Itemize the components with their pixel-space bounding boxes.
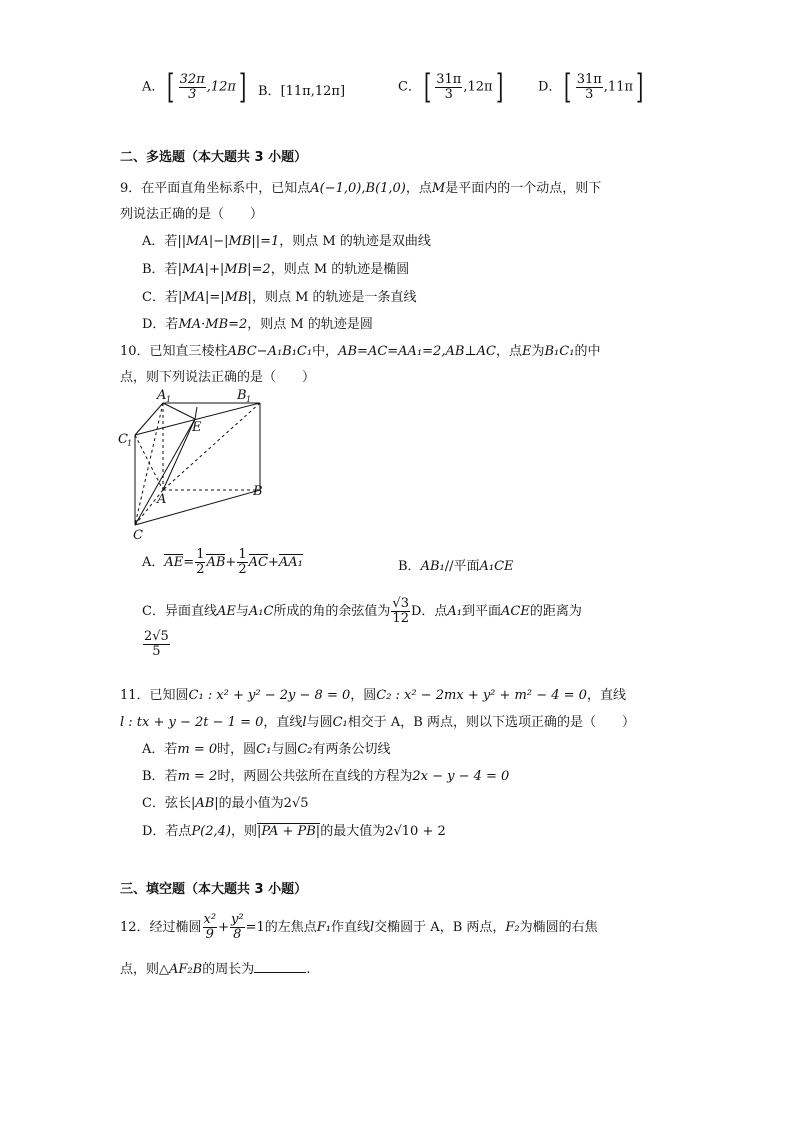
label-c1-sub: 1 [127,439,133,448]
q9-option-b: B．若|MA|+|MB|=2，则点 M 的轨迹是椭圆 [142,262,410,277]
q9-option-a: A．若||MA|−|MB||=1，则点 M 的轨迹是双曲线 [142,234,431,249]
q10-stem-line2: 点，则下列说法正确的是（ ） [120,370,316,385]
label-b: B [253,484,263,499]
q11-option-d: D．若点P(2,4)，则|PA + PB|的最大值为2√10 + 2 [142,824,446,839]
section-2-title: 二、多选题（本大题共 3 小题） [120,150,308,165]
label-e: E [192,420,202,435]
answer-blank[interactable] [254,972,306,973]
q9-stem-line1: 9．在平面直角坐标系中，已知点A(−1,0),B(1,0)，点M是平面内的一个动点，则下 [120,181,602,196]
label-a: A [157,492,167,507]
q11-stem-line2: l : tx + y − 2t − 1 = 0，直线l与圆C₁相交于 A，B 两点，则以下选项正确的是（ ） [120,715,635,730]
label-a1: A [157,388,167,403]
section-3-title: 三、填空题（本大题共 3 小题） [120,882,308,897]
q8-option-b: B．[11π,12π] [258,84,346,99]
q9-option-c: C．若|MA|=|MB|，则点 M 的轨迹是一条直线 [142,290,417,305]
label-a1-sub: 1 [166,395,172,404]
q8-option-d: D．[ $\frac{31\pi}{3}$ ,11π] [538,67,644,107]
q10-stem-line1: 10．已知直三棱柱ABC−A₁B₁C₁中，AB=AC=AA₁=2,AB⊥AC，点E为B₁C₁的中 [120,344,601,359]
prism-figure [115,385,275,545]
q12-stem-line2: 点，则△AF₂B的周长为 . [120,962,311,977]
label-c: C [133,528,143,543]
label-b1: B [237,388,247,403]
q11-option-b: B．若m = 2时，两圆公共弦所在直线的方程为2x − y − 4 = 0 [142,769,510,784]
q12-stem-line1: 12．经过椭圆 $\frac{\text{x²}}{9}$ + $\frac{\text{y²}}{8}$ =1的左焦点F₁作直线l交椭圆于 A，B 两点，F₂为椭圆的右焦 [120,912,598,942]
q10-option-c-d: C．异面直线AE与A₁C所成的角的余弦值为 $\frac{√3}{12}$ D．点A₁到平面ACE的距离为 [142,596,582,626]
q10-option-a: A．AE= $\frac{1}{2}$ AB+ $\frac{1}{2}$ AC+AA₁ [142,547,303,577]
label-c1: C [118,432,128,447]
q9-stem-line2: 列说法正确的是（ ） [120,207,264,222]
q11-option-a: A．若m = 0时，圆C₁与圆C₂有两条公切线 [142,742,391,757]
q8-option-a: A．[ $\frac{32\pi}{3}$ ,12π] [142,67,247,107]
q10-option-d-value: $\frac{2√5}{5}$ [144,629,169,659]
q8-option-c: C．[ $\frac{31\pi}{3}$ ,12π] [398,67,503,107]
q11-option-c: C．弦长|AB|的最小值为2√5 [142,796,309,811]
q11-stem-line1: 11．已知圆C₁ : x² + y² − 2y − 8 = 0，圆C₂ : x² − 2mx + y² + m² − 4 = 0，直线 [120,688,626,703]
label-b1-sub: 1 [246,395,252,404]
q9-option-d: D．若MA·MB=2，则点 M 的轨迹是圆 [142,317,373,332]
q10-option-b: B．AB₁//平面A₁CE [398,559,514,574]
